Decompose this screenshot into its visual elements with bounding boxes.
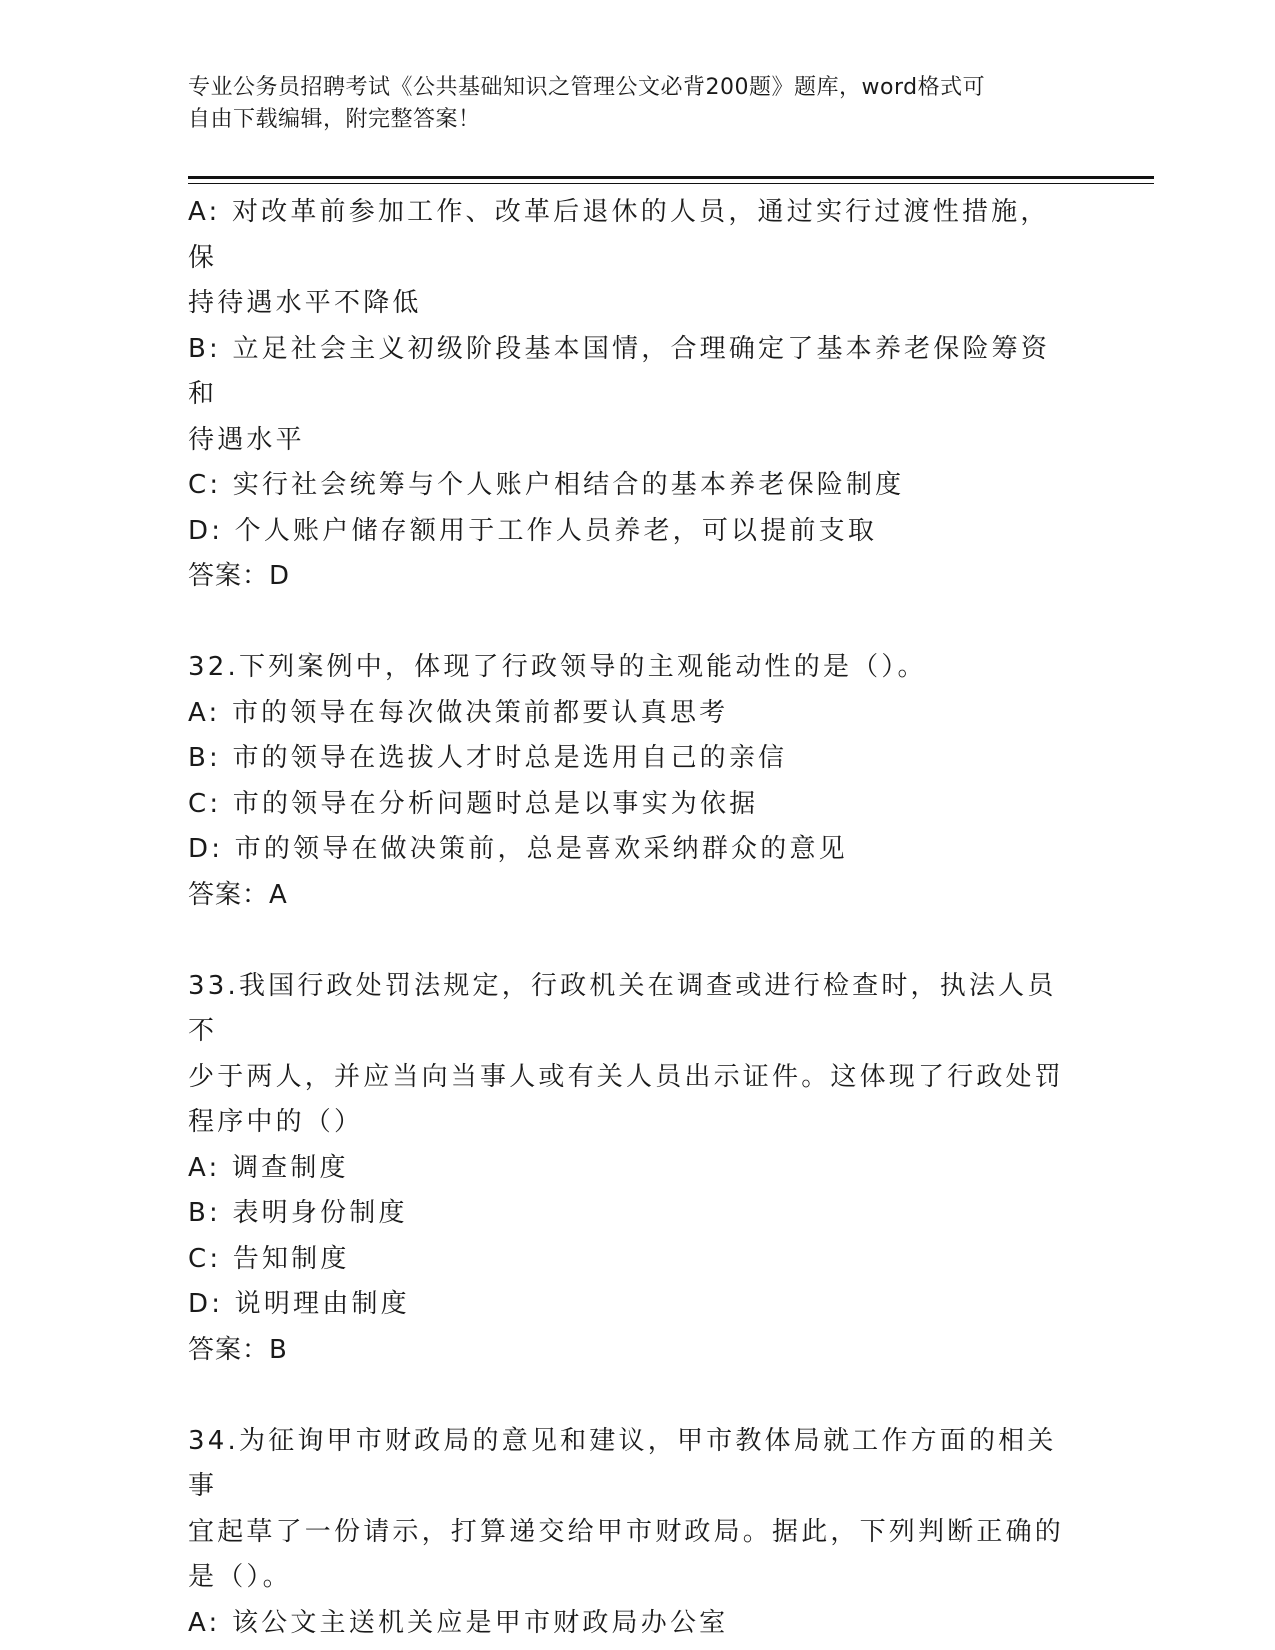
header-line-1: 专业公务员招聘考试《公共基础知识之管理公文必背200题》题库，word格式可 — [188, 75, 986, 100]
question-content — [188, 190, 1068, 1646]
option-d: D: 市的领导在做决策前，总是喜欢采纳群众的意见 — [188, 834, 848, 864]
header-divider-thin — [188, 183, 1154, 184]
option-a-line-1: A: 对改革前参加工作、改革后退休的人员，通过实行过渡性措施，保 — [188, 197, 1050, 273]
spacer — [188, 918, 1068, 964]
option-a: A: 市的领导在每次做决策前都要认真思考 — [188, 697, 729, 728]
header-divider-thick — [188, 176, 1154, 179]
option-d: D: 个人账户储存额用于工作人员养老，可以提前支取 — [188, 515, 878, 546]
question-stem: 32.下列案例中，体现了行政领导的主观能动性的是（）。 — [188, 652, 927, 682]
question-31 — [188, 190, 1068, 600]
option-b: B: 表明身份制度 — [188, 1198, 408, 1228]
option-a-line-2: 持待遇水平不降低 — [188, 288, 422, 318]
spacer — [188, 1373, 1068, 1419]
question-34 — [188, 1419, 1068, 1647]
header-line-2: 自由下载编辑，附完整答案！ — [188, 107, 481, 132]
option-a: A: 调查制度 — [188, 1152, 349, 1183]
question-stem-line-2: 少于两人，并应当向当事人或有关人员出示证件。这体现了行政处罚 — [188, 1061, 1065, 1092]
question-32 — [188, 645, 1068, 918]
question-stem-line-1: 34.为征询甲市财政局的意见和建议，甲市教体局就工作方面的相关事 — [188, 1425, 1057, 1501]
question-stem-line-3: 程序中的（） — [188, 1107, 364, 1137]
answer: 答案：A — [188, 879, 288, 910]
spacer — [188, 600, 1068, 646]
question-stem-line-2: 宜起草了一份请示，打算递交给甲市财政局。据此，下列判断正确的 — [188, 1516, 1065, 1547]
option-a: A: 该公文主送机关应是甲市财政局办公室 — [188, 1607, 729, 1638]
document-header — [188, 72, 1068, 136]
answer: 答案：B — [188, 1334, 288, 1365]
option-b-line-2: 待遇水平 — [188, 424, 305, 455]
answer: 答案：D — [188, 561, 291, 591]
option-d: D: 说明理由制度 — [188, 1289, 410, 1319]
question-stem-line-1: 33.我国行政处罚法规定，行政机关在调查或进行检查时，执法人员不 — [188, 970, 1057, 1046]
option-c: C: 市的领导在分析问题时总是以事实为依据 — [188, 788, 759, 819]
option-b: B: 市的领导在选拔人才时总是选用自己的亲信 — [188, 743, 788, 773]
question-stem-line-3: 是（）。 — [188, 1562, 292, 1592]
option-c: C: 实行社会统筹与个人账户相结合的基本养老保险制度 — [188, 470, 905, 500]
question-33 — [188, 964, 1068, 1374]
option-b-line-1: B: 立足社会主义初级阶段基本国情，合理确定了基本养老保险筹资和 — [188, 333, 1051, 409]
option-c: C: 告知制度 — [188, 1243, 350, 1274]
